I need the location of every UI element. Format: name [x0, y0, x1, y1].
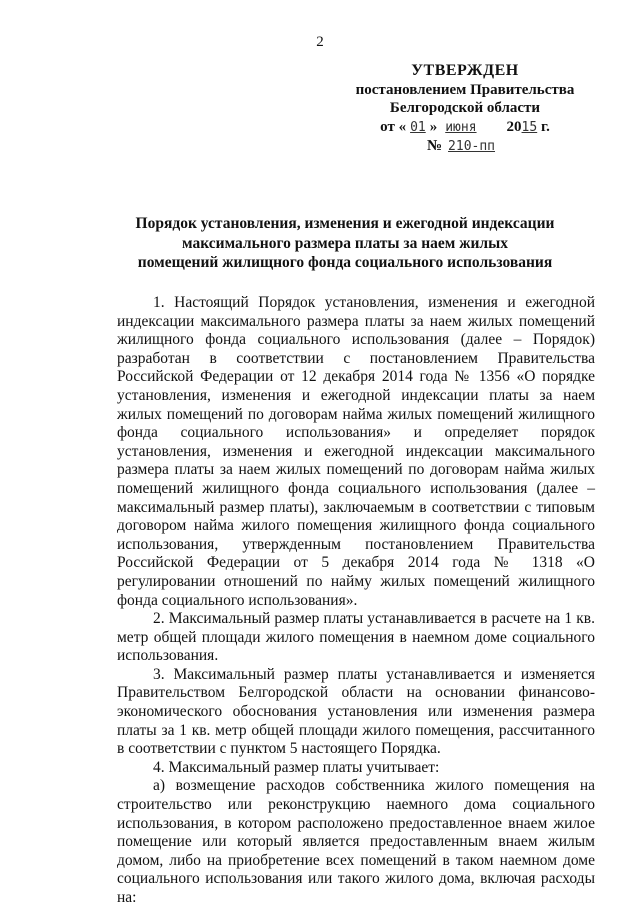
date-month: июня — [445, 119, 477, 135]
title-line-3: помещений жилищного фонда социального использования — [137, 254, 553, 271]
approval-line-1: постановлением Правительства — [355, 81, 575, 98]
page-number: 2 — [316, 34, 324, 50]
number-value: 210-пп — [448, 139, 496, 154]
approval-number — [345, 137, 585, 157]
document-body — [117, 294, 595, 908]
number-prefix: № — [426, 138, 443, 154]
approval-date — [345, 118, 585, 138]
paragraph-3: 3. Максимальный размер платы устанавливается и изменяется Правительством Белгородской области на основании финансово-экономического обоснования установления или изменения размера платы за 1 кв. метр общей площади жилого помещения, рассчитанного в соответствии с пунктом 5 настоящего Порядка. — [117, 665, 595, 758]
document-title — [100, 214, 590, 273]
date-day: 01 — [410, 119, 426, 135]
date-prefix: от « — [380, 118, 407, 135]
title-line-2: максимального размера платы за наем жилых — [182, 234, 508, 252]
approval-line-2: Белгородской области — [389, 100, 541, 116]
approval-stamp — [345, 62, 585, 157]
paragraph-4a: а) возмещение расходов собственника жилого помещения на строительство или реконструкцию наемного дома социального использования, в котором расположено предоставленное внаем жилое помещение или который является предоставленным внаем жилым домом, либо на приобретение всех помещений в таком наемном доме социального использования или такого жилого дома, включая расходы на: — [117, 777, 595, 906]
paragraph-2: 2. Максимальный размер платы устанавливается в расчете на 1 кв. метр общей площади жилого помещения в наемном доме социального использования. — [117, 610, 595, 665]
title-line-1: Порядок установления, изменения и ежегодной индексации — [135, 215, 555, 232]
paragraph-1: 1. Настоящий Порядок установления, изменения и ежегодной индексации максимального размера платы за наем жилых помещений жилищного фонда социального использования (далее – Порядок) разработан в соответствии с постановлением Правительства Российской Федерации от 12 декабря 2014 года № 1356 «О порядке установления, изменения и ежегодной индексации платы за наем жилых помещений по договорам найма жилых помещений жилищного фонда социального использования» и определяет порядок установления, изменения и ежегодной индексации максимального размера платы за наем жилых помещений по договорам найма жилых помещений жилищного фонда социального использования (далее – максимальный размер платы), заключаемым в соответствии с типовым договором найма жилого помещения жилищного фонда социального использования, утвержденным постановлением Правительства Российской Федерации от 5 декабря 2014 года № 1318 «О регулировании отношений по найму жилых помещений жилищного фонда социального использования». — [117, 294, 595, 609]
date-year-prefix: 20 — [506, 118, 522, 135]
paragraph-4: 4. Максимальный размер платы учитывает: — [153, 758, 440, 776]
date-suffix: г. — [537, 118, 550, 135]
date-mid: » — [429, 118, 438, 135]
approval-heading: УТВЕРЖДЕН — [411, 62, 519, 79]
date-year-suffix: 15 — [521, 119, 538, 135]
